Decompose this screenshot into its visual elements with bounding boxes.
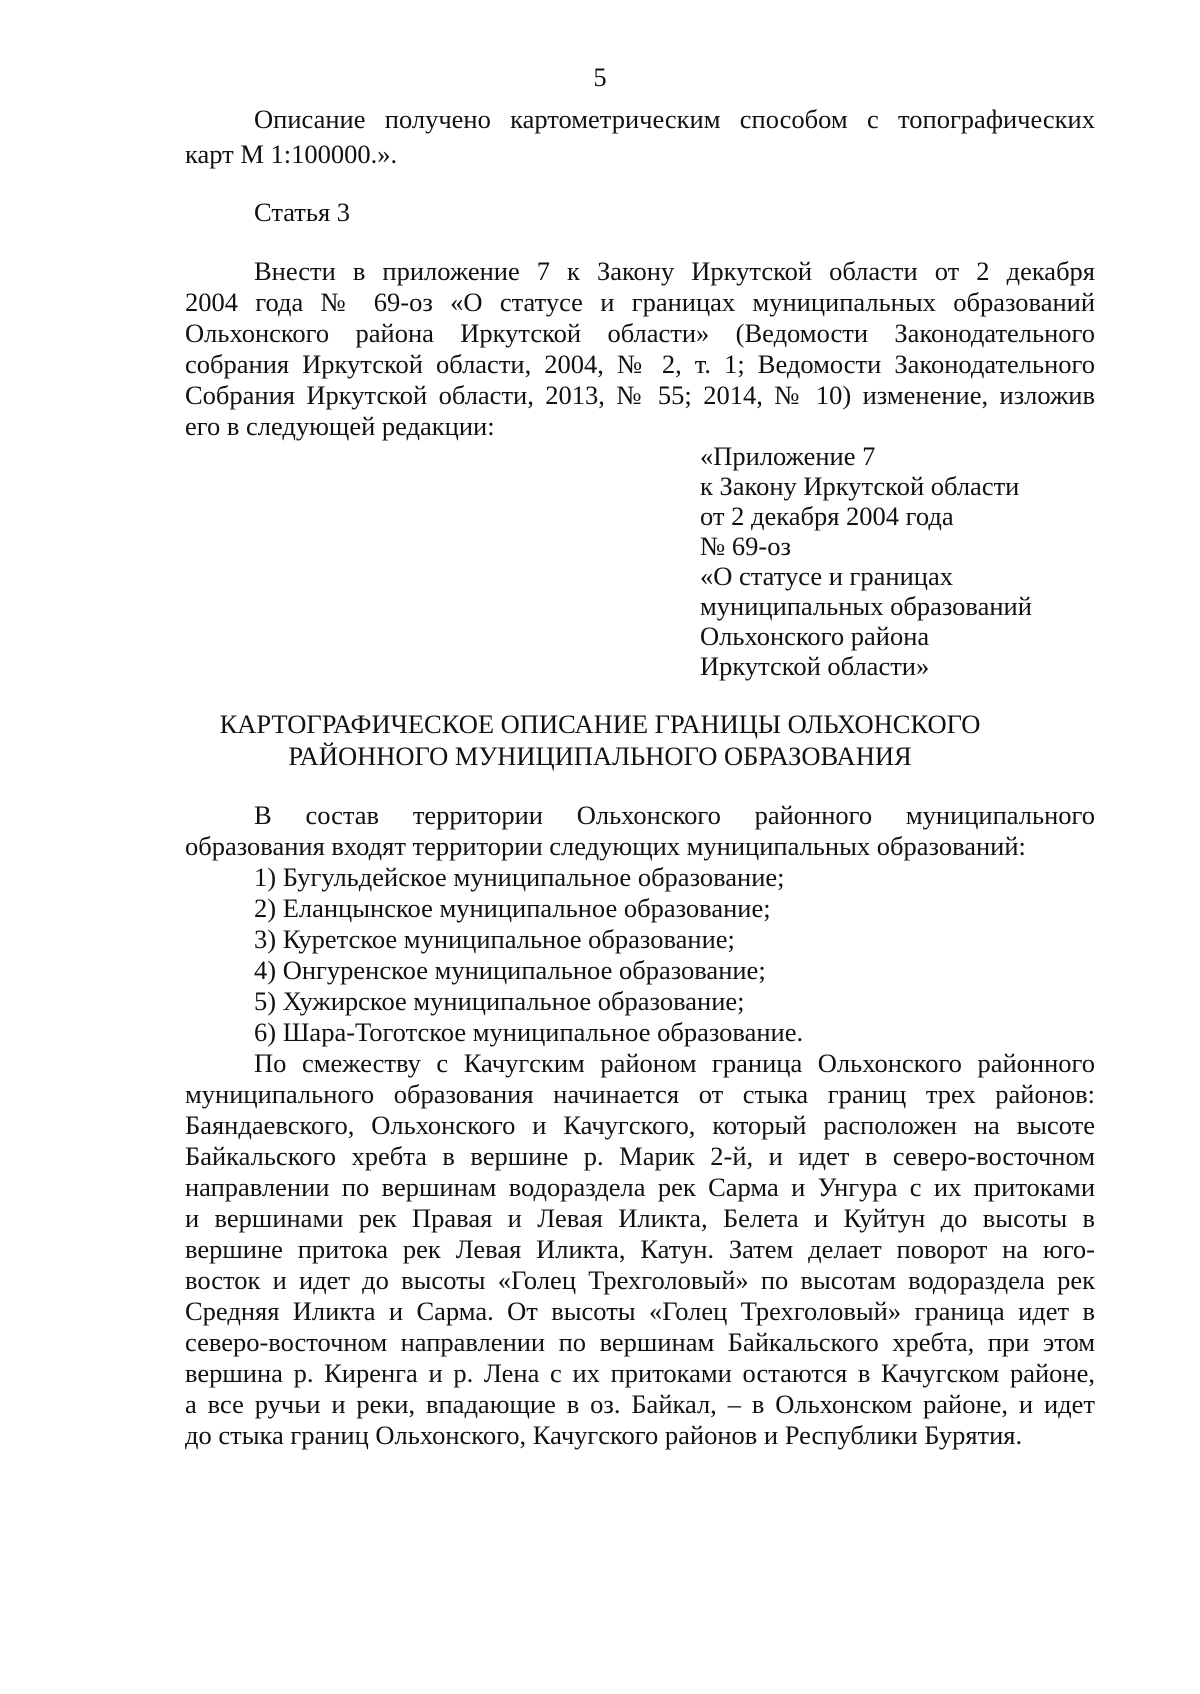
page-number: 5 (593, 62, 607, 92)
boundary-line-9: Средняя Иликта и Сарма. От высоты «Голец Трехголовый» граница идет в (185, 1296, 1095, 1326)
attachment-line-8: Иркутской области» (700, 651, 930, 681)
section-heading-line-1: КАРТОГРАФИЧЕСКОЕ ОПИСАНИЕ ГРАНИЦЫ ОЛЬХОНСКОГО (219, 709, 981, 739)
composition-line-1: В состав территории Ольхонского районного муниципального (254, 800, 1095, 830)
list-item: 1) Бугульдейское муниципальное образование; (254, 862, 785, 892)
attachment-line-7: Ольхонского района (700, 621, 930, 651)
boundary-line-2: муниципального образования начинается от стыка границ трех районов: (185, 1079, 1095, 1109)
intro-line-1: Описание получено картометрическим способом с топографических (254, 104, 1095, 134)
list-item: 6) Шара-Тоготское муниципальное образование. (254, 1017, 804, 1047)
boundary-line-10: северо-восточном направлении по вершинам Байкальского хребта, при этом (185, 1327, 1095, 1357)
attachment-line-2: к Закону Иркутской области (700, 471, 1020, 501)
boundary-line-8: восток и идет до высоты «Голец Трехголовый» по высотам водораздела рек (185, 1265, 1095, 1295)
amend-line-4: собрания Иркутской области, 2004, № 2, т. 1; Ведомости Законодательного (185, 349, 1095, 379)
intro-line-2: карт М 1:100000.». (185, 139, 398, 169)
boundary-line-3: Баяндаевского, Ольхонского и Качугского, который расположен на высоте (185, 1110, 1095, 1140)
attachment-line-1: «Приложение 7 (700, 441, 876, 471)
amend-line-2: 2004 года № 69-оз «О статусе и границах муниципальных образований (185, 287, 1095, 317)
list-item: 2) Еланцынское муниципальное образование; (254, 893, 771, 923)
amend-line-6: его в следующей редакции: (185, 411, 495, 441)
composition-line-2: образования входят территории следующих муниципальных образований: (185, 831, 1026, 861)
boundary-line-4: Байкальского хребта в вершине р. Марик 2-й, и идет в северо-восточном (185, 1141, 1095, 1171)
list-item: 3) Куретское муниципальное образование; (254, 924, 735, 954)
attachment-line-5: «О статусе и границах (700, 561, 953, 591)
list-item: 5) Хужирское муниципальное образование; (254, 986, 745, 1016)
attachment-line-6: муниципальных образований (700, 591, 1032, 621)
boundary-line-1: По смежеству с Качугским районом граница Ольхонского районного (254, 1048, 1095, 1078)
amend-line-3: Ольхонского района Иркутской области» (Ведомости Законодательного (185, 318, 1095, 348)
boundary-line-5: направлении по вершинам водораздела рек Сарма и Унгура с их притоками (185, 1172, 1095, 1202)
boundary-line-7: вершине притока рек Левая Иликта, Катун. Затем делает поворот на юго- (185, 1234, 1095, 1264)
boundary-line-12: а все ручьи и реки, впадающие в оз. Байкал, – в Ольхонском районе, и идет (185, 1389, 1095, 1419)
boundary-line-6: и вершинами рек Правая и Левая Иликта, Белета и Куйтун до высоты в (185, 1203, 1095, 1233)
boundary-line-11: вершина р. Киренга и р. Лена с их притоками остаются в Качугском районе, (185, 1358, 1095, 1388)
attachment-line-3: от 2 декабря 2004 года (700, 501, 954, 531)
attachment-line-4: № 69-оз (700, 531, 791, 561)
amend-line-5: Собрания Иркутской области, 2013, № 55; 2014, № 10) изменение, изложив (185, 380, 1095, 410)
amend-line-1: Внести в приложение 7 к Закону Иркутской области от 2 декабря (254, 256, 1095, 286)
list-item: 4) Онгуренское муниципальное образование; (254, 955, 766, 985)
section-heading-line-2: РАЙОННОГО МУНИЦИПАЛЬНОГО ОБРАЗОВАНИЯ (288, 741, 912, 771)
boundary-line-13: до стыка границ Ольхонского, Качугского районов и Республики Бурятия. (185, 1420, 1023, 1450)
article-title: Статья 3 (254, 197, 351, 227)
